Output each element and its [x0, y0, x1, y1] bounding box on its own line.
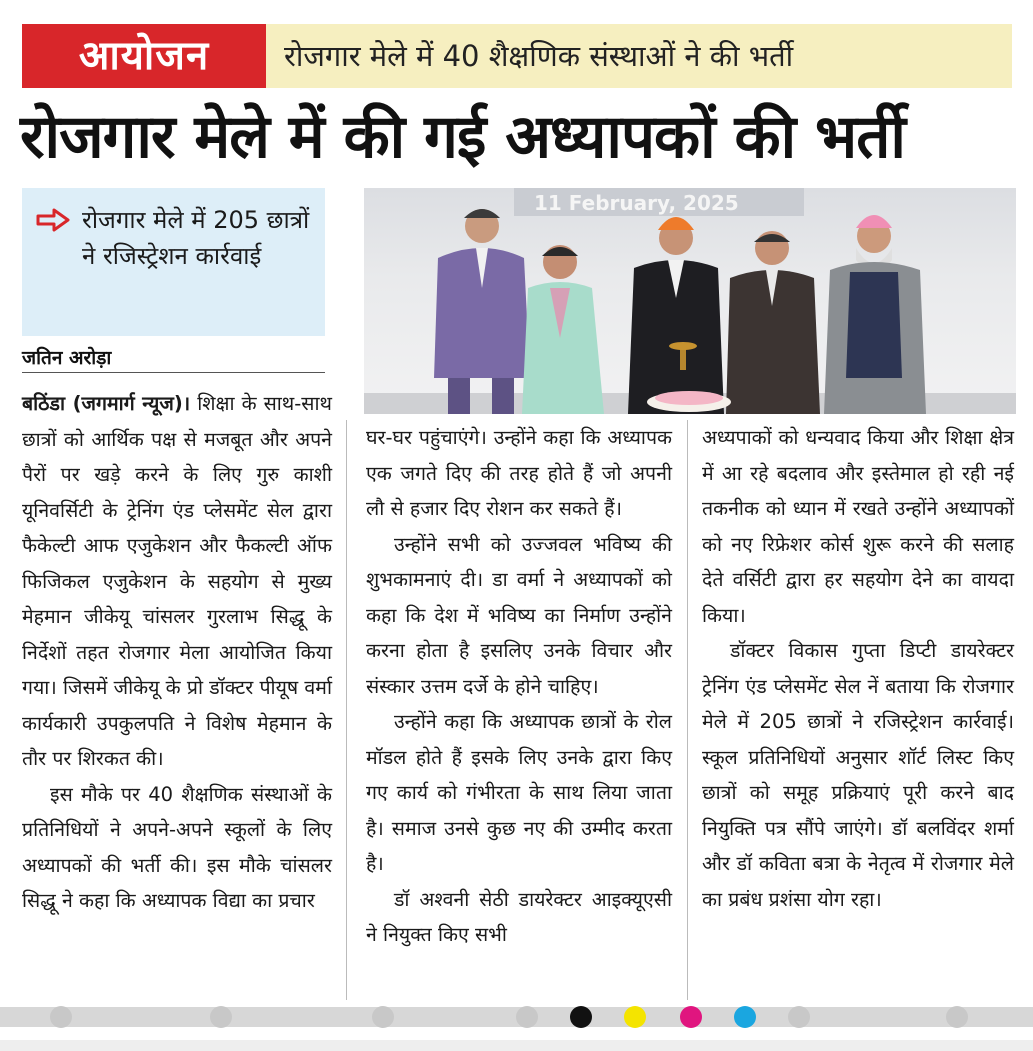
- registration-dot-gray: [788, 1006, 810, 1028]
- kicker-banner: [22, 24, 1012, 88]
- paragraph: अध्यपाकों को धन्यवाद किया और शिक्षा क्षेत्र में आ रहे बदलाव और इस्तेमाल हो रही नई तकनीक को ध्यान में रखते उन्होंने अध्यापकों को नए रिफ्रेशर कोर्स शुरू करने की सलाह देते वर्सिटी द्वारा हर सहयोग देने का वायदा किया।: [702, 426, 1014, 627]
- person-3: [628, 217, 724, 414]
- paragraph: इस मौके पर 40 शैक्षणिक संस्थाओं के प्रतिनिधियों ने अपने-अपने स्कूलों के लिए अध्यापकों की भर्ती की। इस मौके चांसलर सिद्धू ने कहा कि अध्यापक विद्या का प्रचार: [22, 782, 332, 912]
- backdrop-date: 11 February, 2025: [534, 191, 739, 215]
- registration-dot-gray: [372, 1006, 394, 1028]
- registration-dot-gray: [210, 1006, 232, 1028]
- article-column-2: [366, 420, 672, 953]
- paragraph: उन्होंने कहा कि अध्यापक छात्रों के रोल मॉडल होते हैं इसके लिए उनके द्वारा किए गए कार्य को गंभीरता के साथ लिया जाता है। समाज उनसे कुछ नए की उम्मीद करता है।: [366, 710, 672, 875]
- paragraph: घर-घर पहुंचाएंगे। उन्होंने कहा कि अध्यापक एक जगते दिए की तरह होते हैं जो अपनी लौ से हजार दिए रोशन कर सकते हैं।: [366, 426, 672, 520]
- article-column-3: [702, 420, 1014, 917]
- paragraph: [22, 386, 332, 777]
- event-photo-illustration: [364, 188, 1016, 414]
- registration-dot-yellow: [624, 1006, 646, 1028]
- headline: रोजगार मेले में की गई अध्यापकों की भर्ती: [20, 102, 905, 172]
- subheadline: रोजगार मेले में 40 शैक्षणिक संस्थाओं ने की भर्ती: [284, 39, 794, 73]
- clipped-top-text: [0, 0, 1033, 18]
- person-2: [522, 245, 604, 414]
- paragraph: डॉक्टर विकास गुप्ता डिप्टी डायरेक्टर ट्रेनिंग एंड प्लेसमेंट सेल नें बताया कि रोजगार मेले में 205 छात्रों ने रजिस्ट्रेशन कार्रवाई। स्कूल प्रतिनिधियों अनुसार शॉर्ट लिस्ट किए छात्रों को समूह प्रक्रियाएं पूरी करने बाद नियुक्ति पत्र सौंपे जाएंगे। डॉ बलविंदर शर्मा और डॉ कविता बत्रा के नेतृत्व में रोजगार मेले का प्रबंध प्रशंसा योग रहा।: [702, 639, 1014, 911]
- person-1: [434, 209, 530, 414]
- person-4: [726, 231, 820, 414]
- registration-dot-gray: [946, 1006, 968, 1028]
- event-photo: [364, 188, 1016, 414]
- registration-dot-gray: [50, 1006, 72, 1028]
- registration-dot-cyan: [734, 1006, 756, 1028]
- column-divider-1: [346, 420, 347, 1000]
- highlight-text: रोजगार मेले में 205 छात्रों ने रजिस्ट्रेशन कार्रवाई: [82, 206, 310, 270]
- category-tag: आयोजन: [22, 24, 266, 88]
- column-divider-2: [687, 420, 688, 1000]
- highlight-box: [22, 188, 325, 336]
- registration-dot-black: [570, 1006, 592, 1028]
- byline: जतिन अरोड़ा: [22, 343, 325, 373]
- person-5: [824, 215, 926, 414]
- paragraph-text: शिक्षा के साथ-साथ छात्रों को आर्थिक पक्ष से मजबूत और अपने पैरों पर खड़े करने के लिए गुरु काशी यूनिवर्सिटी के ट्रेनिंग एंड प्लेसमेंट सेल द्वारा फैकेल्टी आफ एजुकेशन और फैकल्टी ऑफ फिजिकल एजुकेशन के सहयोग से मुख्य मेहमान जीकेयू चांसलर गुरलाभ सिद्धू के निर्देशों तहत रोजगार मेला आयोजित किया गया। जिसमें जीकेयू के प्रो डॉक्टर पीयूष वर्मा कार्यकारी उपकुलपति ने विशेष मेहमान के तौर पर शिरकत की।: [22, 392, 333, 770]
- dateline: बठिंडा (जगमार्ग न्यूज)।: [22, 392, 191, 415]
- article-column-1: [22, 386, 332, 919]
- arrow-right-icon: [36, 208, 70, 232]
- paragraph: डॉ अश्वनी सेठी डायरेक्टर आइक्यूएसी ने नियुक्त किए सभी: [366, 887, 672, 946]
- registration-dot-gray: [516, 1006, 538, 1028]
- paragraph: उन्होंने सभी को उज्जवल भविष्य की शुभकामनाएं दी। डा वर्मा ने अध्यापकों को कहा कि देश में भविष्य का निर्माण उन्होंने करना होता है इसलिए उनके विचार और संस्कार उत्तम दर्जे के होने चाहिए।: [366, 532, 672, 698]
- page-bottom-edge: [0, 1040, 1033, 1051]
- registration-dot-magenta: [680, 1006, 702, 1028]
